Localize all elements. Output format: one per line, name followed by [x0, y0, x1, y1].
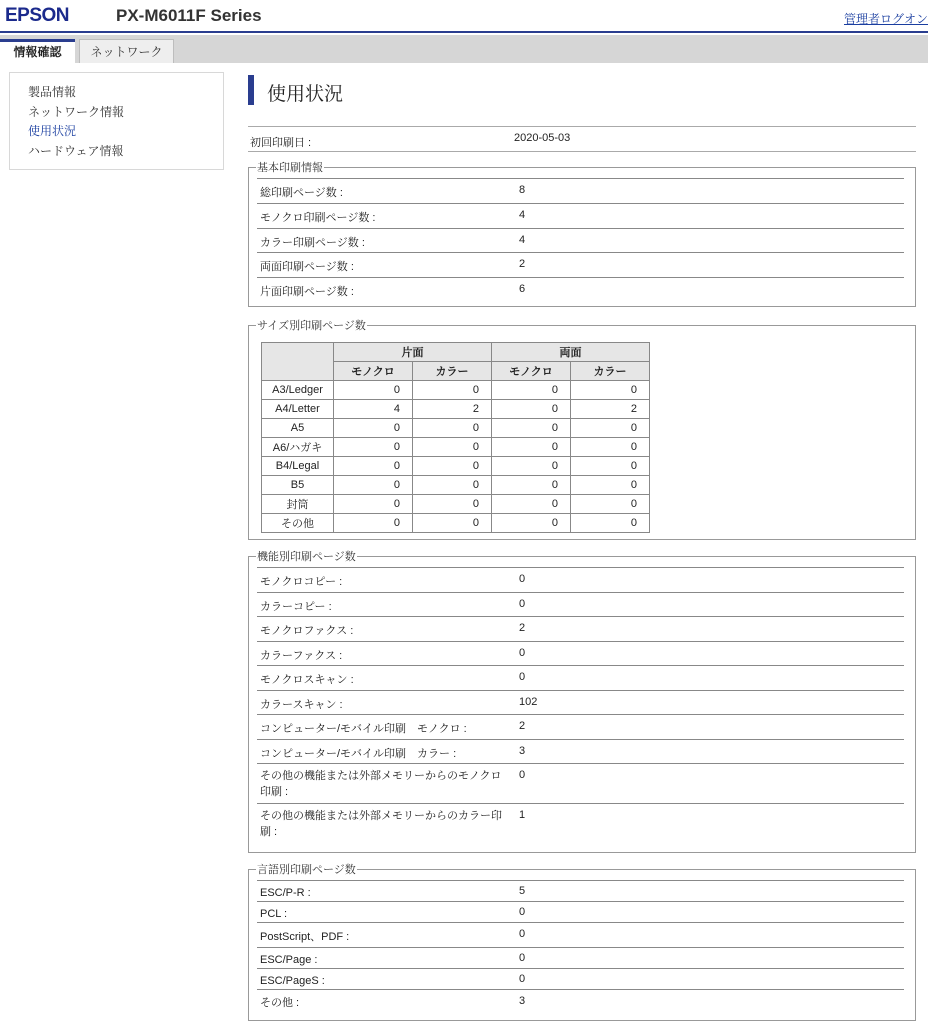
table-row	[262, 438, 650, 457]
row-value: 0	[519, 573, 526, 585]
row-value: 0	[519, 598, 526, 610]
row-value: 102	[519, 696, 538, 708]
row-value: 0	[519, 973, 526, 985]
row-label: ESC/PageS :	[260, 975, 325, 987]
value-cell: 0	[413, 476, 492, 495]
first-print-date-row	[248, 126, 916, 152]
list-item	[257, 881, 904, 902]
value-cell: 2	[413, 400, 492, 419]
first-print-date-value: 2020-05-03	[514, 132, 571, 144]
list-item	[257, 179, 904, 204]
list-item	[257, 969, 904, 990]
admin-logon-link[interactable]: 管理者ログオン	[843, 12, 928, 26]
value-cell: 0	[492, 419, 571, 438]
model-name: PX-M6011F Series	[116, 6, 262, 25]
row-label: 片面印刷ページ数 :	[260, 286, 354, 298]
row-label: PostScript、PDF :	[260, 931, 350, 943]
first-print-date-label: 初回印刷日 :	[250, 137, 312, 149]
row-value: 3	[519, 745, 526, 757]
page-title-text: 使用状況	[267, 84, 344, 105]
row-value: 0	[519, 671, 526, 683]
basic-print-info-legend: 基本印刷情報	[257, 162, 323, 174]
table-row	[262, 514, 650, 533]
row-value: 1	[519, 809, 526, 821]
row-value: 2	[519, 258, 526, 270]
list-item	[257, 593, 904, 617]
main-content	[248, 73, 916, 1009]
table-row	[262, 457, 650, 476]
table-row	[262, 476, 650, 495]
value-cell: 0	[492, 381, 571, 400]
list-item	[257, 253, 904, 278]
row-label: モノクロスキャン :	[260, 674, 354, 686]
sidebar-item-hardware-info[interactable]: ハードウェア情報	[28, 143, 124, 158]
row-value: 4	[519, 234, 526, 246]
list-item	[257, 740, 904, 764]
size-cell: その他	[262, 514, 334, 533]
value-cell: 0	[492, 476, 571, 495]
size-print-group	[248, 317, 916, 540]
col-mono-two-sided: モノクロ	[492, 362, 571, 381]
list-item	[257, 691, 904, 715]
basic-print-info-rows	[257, 178, 904, 303]
value-cell: 0	[571, 495, 650, 514]
tab-info[interactable]: 情報確認	[0, 39, 75, 63]
language-print-group	[248, 861, 916, 1021]
row-label: その他の機能または外部メモリーからのモノクロ印刷 :	[260, 770, 502, 798]
row-value: 6	[519, 283, 526, 295]
value-cell: 0	[334, 419, 413, 438]
col-color-two-sided: カラー	[571, 362, 650, 381]
value-cell: 0	[334, 514, 413, 533]
col-mono-one-sided: モノクロ	[334, 362, 413, 381]
function-print-group	[248, 548, 916, 853]
value-cell: 0	[334, 381, 413, 400]
header-bar	[0, 0, 928, 33]
title-accent-bar	[248, 75, 254, 105]
list-item	[257, 278, 904, 303]
col-group-one-sided: 片面	[334, 343, 492, 362]
row-label: ESC/Page :	[260, 954, 318, 966]
value-cell: 0	[571, 457, 650, 476]
row-label: モノクロファクス :	[260, 625, 354, 637]
value-cell: 2	[571, 400, 650, 419]
basic-print-info-group	[248, 159, 916, 307]
list-item	[257, 764, 904, 804]
row-value: 2	[519, 720, 526, 732]
value-cell: 0	[571, 476, 650, 495]
list-item	[257, 902, 904, 923]
sidebar-item-usage[interactable]: 使用状況	[28, 124, 77, 138]
size-cell: B5	[262, 476, 334, 495]
row-value: 8	[519, 184, 526, 196]
table-corner-cell	[262, 343, 334, 381]
table-row	[262, 381, 650, 400]
row-label: カラーコピー :	[260, 601, 332, 613]
row-label: コンピューター/モバイル印刷 モノクロ :	[260, 723, 467, 735]
value-cell: 0	[334, 438, 413, 457]
value-cell: 0	[492, 400, 571, 419]
col-color-one-sided: カラー	[413, 362, 492, 381]
sidebar-menu	[9, 72, 224, 170]
value-cell: 0	[571, 381, 650, 400]
row-label: モノクロ印刷ページ数 :	[260, 212, 376, 224]
list-item	[257, 568, 904, 593]
col-group-two-sided: 両面	[492, 343, 650, 362]
table-row	[262, 400, 650, 419]
value-cell: 0	[492, 457, 571, 476]
row-label: ESC/P-R :	[260, 887, 311, 899]
language-print-legend: 言語別印刷ページ数	[257, 864, 356, 876]
list-item	[257, 715, 904, 740]
row-value: 4	[519, 209, 526, 221]
list-item	[257, 617, 904, 642]
row-value: 2	[519, 622, 526, 634]
brand-logo: EPSON	[5, 5, 70, 26]
size-cell: A6/ハガキ	[262, 438, 334, 457]
sidebar-item-network-info[interactable]: ネットワーク情報	[28, 104, 125, 119]
function-print-legend: 機能別印刷ページ数	[257, 551, 356, 563]
value-cell: 0	[413, 495, 492, 514]
value-cell: 0	[334, 495, 413, 514]
value-cell: 0	[413, 457, 492, 476]
tab-network[interactable]: ネットワーク	[79, 39, 174, 63]
list-item	[257, 990, 904, 1012]
value-cell: 0	[413, 419, 492, 438]
tab-bar	[0, 35, 928, 63]
value-cell: 0	[413, 438, 492, 457]
row-label: カラー印刷ページ数 :	[260, 237, 365, 249]
table-row	[262, 419, 650, 438]
list-item	[257, 923, 904, 948]
size-cell: A5	[262, 419, 334, 438]
size-cell: A4/Letter	[262, 400, 334, 419]
row-label: カラーファクス :	[260, 650, 343, 662]
row-value: 0	[519, 952, 526, 964]
value-cell: 0	[492, 495, 571, 514]
value-cell: 0	[571, 419, 650, 438]
size-cell: 封筒	[262, 495, 334, 514]
row-label: PCL :	[260, 908, 288, 920]
size-cell: B4/Legal	[262, 457, 334, 476]
table-row	[262, 495, 650, 514]
value-cell: 0	[492, 514, 571, 533]
value-cell: 0	[413, 514, 492, 533]
row-label: コンピューター/モバイル印刷 カラー :	[260, 748, 457, 760]
value-cell: 4	[334, 400, 413, 419]
value-cell: 0	[334, 476, 413, 495]
row-value: 0	[519, 647, 526, 659]
row-value: 0	[519, 906, 526, 918]
list-item	[257, 229, 904, 253]
list-item	[257, 804, 904, 844]
list-item	[257, 204, 904, 229]
size-print-table	[261, 342, 650, 533]
row-label: モノクロコピー :	[260, 576, 343, 588]
row-value: 0	[519, 928, 526, 940]
row-value: 5	[519, 885, 526, 897]
function-print-rows	[257, 567, 904, 844]
row-value: 0	[519, 769, 526, 781]
row-label: その他の機能または外部メモリーからのカラー印刷 :	[260, 810, 502, 838]
language-print-rows	[257, 880, 904, 1012]
row-label: その他 :	[260, 997, 300, 1009]
value-cell: 0	[413, 381, 492, 400]
row-label: 両面印刷ページ数 :	[260, 261, 354, 273]
value-cell: 0	[334, 457, 413, 476]
value-cell: 0	[571, 514, 650, 533]
sidebar-item-product-info[interactable]: 製品情報	[28, 85, 77, 99]
row-value: 3	[519, 995, 526, 1007]
row-label: カラースキャン :	[260, 699, 343, 711]
value-cell: 0	[492, 438, 571, 457]
page-title	[248, 73, 916, 106]
size-print-legend: サイズ別印刷ページ数	[257, 320, 366, 332]
list-item	[257, 642, 904, 666]
size-cell: A3/Ledger	[262, 381, 334, 400]
list-item	[257, 948, 904, 969]
list-item	[257, 666, 904, 691]
value-cell: 0	[571, 438, 650, 457]
row-label: 総印刷ページ数 :	[260, 187, 343, 199]
